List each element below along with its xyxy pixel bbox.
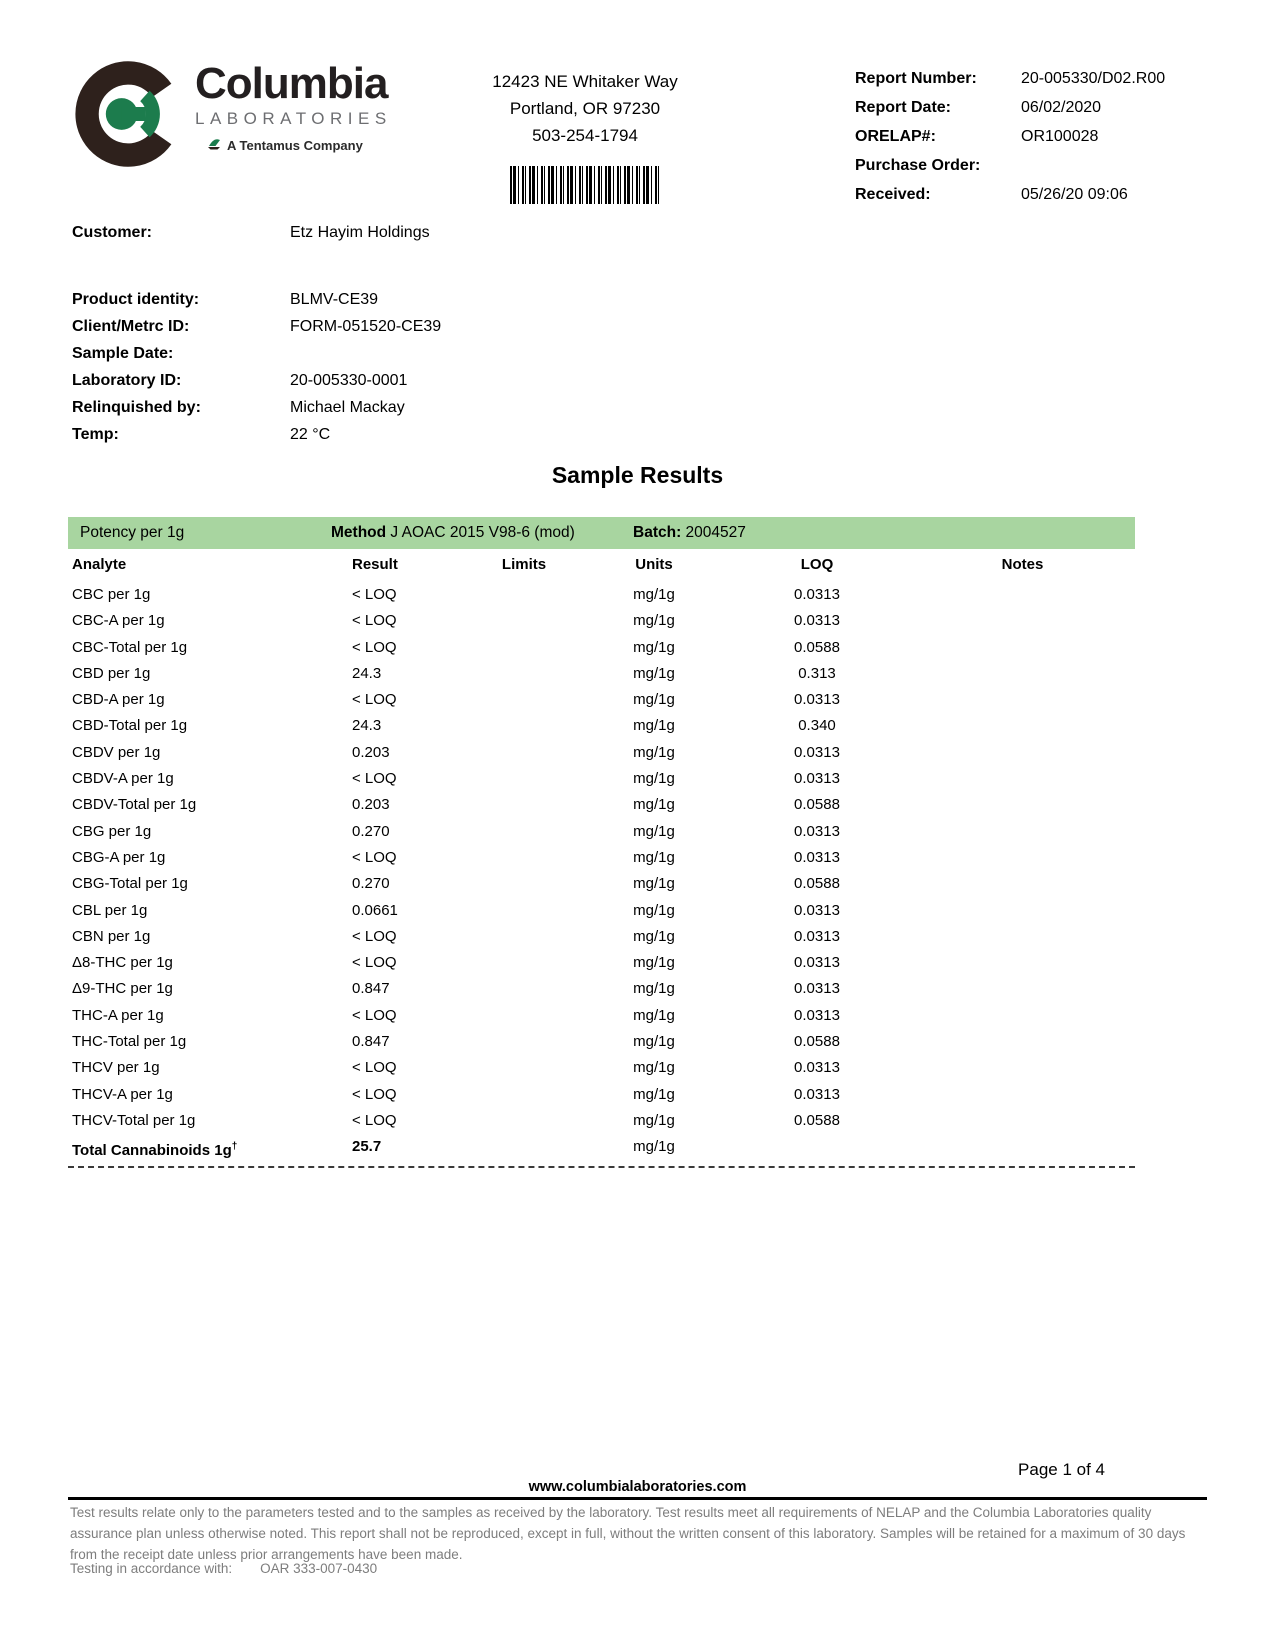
logo-name: Columbia (195, 59, 388, 108)
cell-limits (464, 1055, 584, 1081)
cell-units: mg/1g (633, 1006, 675, 1024)
report-info-row (855, 157, 1207, 175)
sample-info-row (72, 421, 441, 448)
cell-loq: 0.0313 (794, 586, 840, 603)
cell-limits (464, 1029, 584, 1055)
cell-notes (910, 792, 1135, 818)
cell-loq: 0.0313 (794, 848, 840, 866)
sample-info-row (72, 313, 441, 340)
cell-units: mg/1g (633, 822, 675, 840)
cell-units: mg/1g (633, 743, 675, 761)
cell-result: < LOQ (352, 770, 397, 788)
cell-limits (464, 635, 584, 661)
table-row (68, 871, 1135, 897)
cell-units: mg/1g (633, 875, 675, 893)
cell-notes (910, 661, 1135, 687)
cell-loq: 0.0588 (794, 1033, 840, 1051)
table-row (68, 740, 1135, 766)
cell-result: < LOQ (352, 1006, 397, 1024)
method-label: Method (331, 524, 387, 541)
cell-analyte: Δ8-THC per 1g (72, 954, 173, 972)
cell-analyte: CBG-A per 1g (72, 848, 166, 866)
table-row (68, 766, 1135, 792)
cell-notes (910, 924, 1135, 950)
cell-result: 24.3 (352, 717, 382, 735)
report-info-label: ORELAP#: (855, 128, 936, 145)
cell-notes (910, 845, 1135, 871)
cell-limits (464, 766, 584, 792)
cell-limits (464, 819, 584, 845)
cell-result: 0.847 (352, 1033, 390, 1051)
cell-analyte: CBD-Total per 1g (72, 717, 188, 735)
table-row (68, 1108, 1135, 1134)
band-batch (633, 524, 746, 542)
cell-loq: 0.0313 (794, 691, 840, 709)
cell-loq (724, 1134, 910, 1164)
cell-result: < LOQ (352, 927, 397, 945)
cell-limits (464, 661, 584, 687)
sample-info-value: 22 °C (290, 426, 331, 443)
cell-loq: 0.340 (798, 717, 836, 735)
report-info-row (855, 186, 1207, 204)
sample-info-value: BLMV-CE39 (290, 291, 379, 308)
report-info-value: 06/02/2020 (1021, 99, 1102, 116)
page-number: Page 1 of 4 (1018, 1460, 1105, 1479)
sample-info-label: Relinquished by: (72, 399, 201, 416)
report-info-value: 05/26/20 09:06 (1021, 186, 1128, 203)
address-line2: Portland, OR 97230 (509, 99, 661, 119)
testing-value: OAR 333-007-0430 (260, 1561, 378, 1576)
cell-limits (464, 740, 584, 766)
dashed-separator (68, 1166, 1135, 1168)
cell-analyte: CBDV-A per 1g (72, 770, 174, 788)
cell-notes (910, 1055, 1135, 1081)
section-title: Sample Results (551, 462, 724, 488)
cell-result: 0.203 (352, 743, 390, 761)
sample-info-value: FORM-051520-CE39 (290, 318, 442, 335)
footer-disclaimer: Test results relate only to the parameters tested and to the samples as received by the laboratory. Test results meet all requirements of NELAP and the Columbia Laboratories quality assurance plan unless otherwise noted. This report shall not be reproduced, except in full, without the written consent of this laboratory. Samples will be retained for a maximum of 30 days from the receipt date unless prior arrangements have been made. (70, 1505, 1186, 1562)
sample-info-row (72, 340, 441, 367)
col-header-result: Result (352, 556, 398, 573)
cell-limits (464, 792, 584, 818)
cell-result: < LOQ (352, 691, 397, 709)
cell-analyte: CBN per 1g (72, 927, 151, 945)
sample-info-label: Product identity: (72, 291, 200, 308)
address-phone: 503-254-1794 (532, 126, 638, 146)
cell-notes (910, 740, 1135, 766)
report-info-value: OR100028 (1021, 128, 1099, 145)
testing-accordance-row (70, 1561, 377, 1576)
cell-result: < LOQ (352, 638, 397, 656)
cell-units: mg/1g (633, 1059, 675, 1077)
results-table-body (68, 582, 1135, 1165)
report-info-row (855, 99, 1207, 117)
report-info-row (855, 70, 1207, 88)
col-header-units: Units (635, 556, 673, 573)
cell-loq: 0.0588 (794, 796, 840, 814)
cell-loq: 0.0313 (794, 822, 840, 840)
cell-units: mg/1g (633, 1138, 675, 1156)
footer-rule (68, 1497, 1207, 1500)
sample-barcode (510, 166, 660, 204)
cell-limits (464, 1082, 584, 1108)
cell-loq: 0.0313 (794, 1006, 840, 1024)
cell-loq: 0.0313 (794, 612, 840, 630)
columbia-logo (75, 58, 415, 215)
cell-limits (464, 687, 584, 713)
col-header-analyte: Analyte (72, 556, 127, 573)
cell-notes (910, 898, 1135, 924)
table-row (68, 635, 1135, 661)
cell-notes (910, 635, 1135, 661)
sample-info-label: Laboratory ID: (72, 372, 182, 389)
cell-units: mg/1g (633, 980, 675, 998)
cell-notes (910, 1029, 1135, 1055)
col-header-limits: Limits (501, 556, 547, 573)
table-row (68, 713, 1135, 739)
cell-limits (464, 582, 584, 608)
cell-loq: 0.0313 (794, 1085, 840, 1103)
report-info-label: Report Date: (855, 99, 952, 116)
table-row (68, 608, 1135, 634)
table-row (68, 950, 1135, 976)
table-row (68, 1029, 1135, 1055)
cell-units: mg/1g (633, 691, 675, 709)
table-row (68, 661, 1135, 687)
cell-analyte: Total Cannabinoids 1g† (72, 1141, 238, 1160)
cell-result: 0.0661 (352, 901, 398, 919)
sample-info-value: 20-005330-0001 (290, 372, 408, 389)
cell-loq: 0.0588 (794, 638, 840, 656)
cell-notes (910, 1082, 1135, 1108)
cell-result: 0.203 (352, 796, 390, 814)
batch-label: Batch: (633, 524, 682, 541)
cell-notes (910, 1108, 1135, 1134)
cell-notes (910, 766, 1135, 792)
cell-loq: 0.0313 (794, 901, 840, 919)
tentamus-sail-icon (207, 136, 222, 154)
cell-result: 24.3 (352, 664, 382, 682)
cell-notes (910, 871, 1135, 897)
cell-loq: 0.0588 (794, 1111, 840, 1129)
cell-result: < LOQ (352, 848, 397, 866)
sample-info-label: Client/Metrc ID: (72, 318, 190, 335)
cell-units: mg/1g (633, 612, 675, 630)
cell-analyte: THCV-A per 1g (72, 1085, 173, 1103)
band-method (331, 524, 633, 542)
cell-limits (464, 898, 584, 924)
cell-units: mg/1g (633, 717, 675, 735)
cell-result: < LOQ (352, 586, 397, 603)
cell-limits (464, 1134, 584, 1164)
cell-limits (464, 1108, 584, 1134)
cell-limits (464, 924, 584, 950)
sample-info-row (72, 286, 441, 313)
cell-limits (464, 871, 584, 897)
cell-units: mg/1g (633, 848, 675, 866)
cell-loq: 0.0313 (794, 1059, 840, 1077)
cell-analyte: CBC-A per 1g (72, 612, 165, 630)
cell-analyte: THCV-Total per 1g (72, 1111, 196, 1129)
cell-result: 25.7 (352, 1138, 382, 1156)
table-row (68, 898, 1135, 924)
report-info-label: Purchase Order: (855, 157, 981, 174)
cell-notes (910, 687, 1135, 713)
cell-notes (910, 713, 1135, 739)
table-row (68, 1003, 1135, 1029)
cell-result: < LOQ (352, 612, 397, 630)
cell-analyte: CBG-Total per 1g (72, 875, 188, 893)
cell-loq: 0.0313 (794, 980, 840, 998)
cell-units: mg/1g (633, 1111, 675, 1129)
sample-info-label: Temp: (72, 426, 119, 443)
cell-loq: 0.0313 (794, 927, 840, 945)
lab-address-block (435, 58, 735, 215)
cell-result: < LOQ (352, 1085, 397, 1103)
cell-loq: 0.0588 (794, 875, 840, 893)
columbia-logo-mark-icon (75, 58, 187, 215)
table-row-total (68, 1134, 1135, 1164)
cell-analyte: CBDV per 1g (72, 743, 161, 761)
cell-analyte: THC-A per 1g (72, 1006, 164, 1024)
report-info-row (855, 128, 1207, 146)
sample-info-row (72, 367, 441, 394)
report-info-label: Received: (855, 186, 931, 203)
cell-limits (464, 713, 584, 739)
cell-result: < LOQ (352, 1111, 397, 1129)
col-header-loq: LOQ (800, 556, 834, 573)
table-row (68, 976, 1135, 1002)
table-row (68, 924, 1135, 950)
table-row (68, 687, 1135, 713)
cell-analyte: CBG per 1g (72, 822, 152, 840)
cell-limits (464, 845, 584, 871)
table-row (68, 819, 1135, 845)
cell-analyte: THCV per 1g (72, 1059, 160, 1077)
cell-units: mg/1g (633, 1085, 675, 1103)
cell-limits (464, 1003, 584, 1029)
cell-result: < LOQ (352, 1059, 397, 1077)
cell-limits (464, 976, 584, 1002)
cell-notes (910, 950, 1135, 976)
cell-notes (910, 1134, 1135, 1164)
logo-tagline (207, 136, 392, 154)
cell-notes (910, 976, 1135, 1002)
cell-loq: 0.313 (798, 664, 836, 682)
cell-notes (910, 1003, 1135, 1029)
cell-result: < LOQ (352, 954, 397, 972)
cell-units: mg/1g (633, 770, 675, 788)
cell-result: 0.270 (352, 822, 390, 840)
cell-analyte: CBC-Total per 1g (72, 638, 188, 656)
customer-row (72, 224, 430, 242)
cell-notes (910, 582, 1135, 608)
table-row (68, 1082, 1135, 1108)
cell-units: mg/1g (633, 796, 675, 814)
cell-units: mg/1g (633, 954, 675, 972)
cell-units: mg/1g (633, 638, 675, 656)
testing-label: Testing in accordance with: (70, 1561, 233, 1576)
cell-units: mg/1g (633, 664, 675, 682)
customer-value: Etz Hayim Holdings (290, 224, 430, 241)
potency-band (68, 517, 1135, 549)
report-header (75, 58, 1207, 215)
sample-info-block (72, 286, 441, 448)
sample-info-label: Sample Date: (72, 345, 174, 362)
col-header-notes: Notes (1001, 556, 1044, 573)
cell-limits (464, 950, 584, 976)
report-info-value: 20-005330/D02.R00 (1021, 70, 1166, 87)
report-info-block (855, 58, 1207, 215)
method-value: J AOAC 2015 V98-6 (mod) (386, 524, 575, 541)
cell-analyte: CBD-A per 1g (72, 691, 165, 709)
logo-subtitle: LABORATORIES (195, 109, 392, 128)
cell-loq: 0.0313 (794, 743, 840, 761)
report-info-label: Report Number: (855, 70, 977, 87)
website-link[interactable]: www.columbialaboratories.com (528, 1479, 747, 1495)
cell-loq: 0.0313 (794, 770, 840, 788)
cell-result: 0.847 (352, 980, 390, 998)
cell-notes (910, 608, 1135, 634)
customer-label: Customer: (72, 224, 153, 241)
batch-value: 2004527 (681, 524, 746, 541)
cell-result: 0.270 (352, 875, 390, 893)
cell-units: mg/1g (633, 901, 675, 919)
cell-units: mg/1g (633, 1033, 675, 1051)
band-title: Potency per 1g (80, 524, 185, 541)
tagline-text: A Tentamus Company (227, 137, 363, 153)
cell-limits (464, 608, 584, 634)
sample-info-row (72, 394, 441, 421)
cell-analyte: Δ9-THC per 1g (72, 980, 173, 998)
cell-analyte: CBDV-Total per 1g (72, 796, 197, 814)
table-header-row (68, 556, 1135, 573)
address-line1: 12423 NE Whitaker Way (492, 72, 678, 91)
cell-analyte: CBC per 1g (72, 586, 151, 603)
table-row (68, 1055, 1135, 1081)
cell-units: mg/1g (633, 586, 675, 603)
table-row (68, 792, 1135, 818)
cell-analyte: CBL per 1g (72, 901, 148, 919)
cell-loq: 0.0313 (794, 954, 840, 972)
cell-analyte: CBD per 1g (72, 664, 151, 682)
sample-info-value: Michael Mackay (290, 399, 405, 416)
cell-units: mg/1g (633, 927, 675, 945)
dagger-footnote-marker: † (231, 1141, 238, 1153)
table-row (68, 582, 1135, 608)
cell-notes (910, 819, 1135, 845)
table-row (68, 845, 1135, 871)
logo-text (195, 58, 392, 215)
cell-analyte: THC-Total per 1g (72, 1033, 187, 1051)
